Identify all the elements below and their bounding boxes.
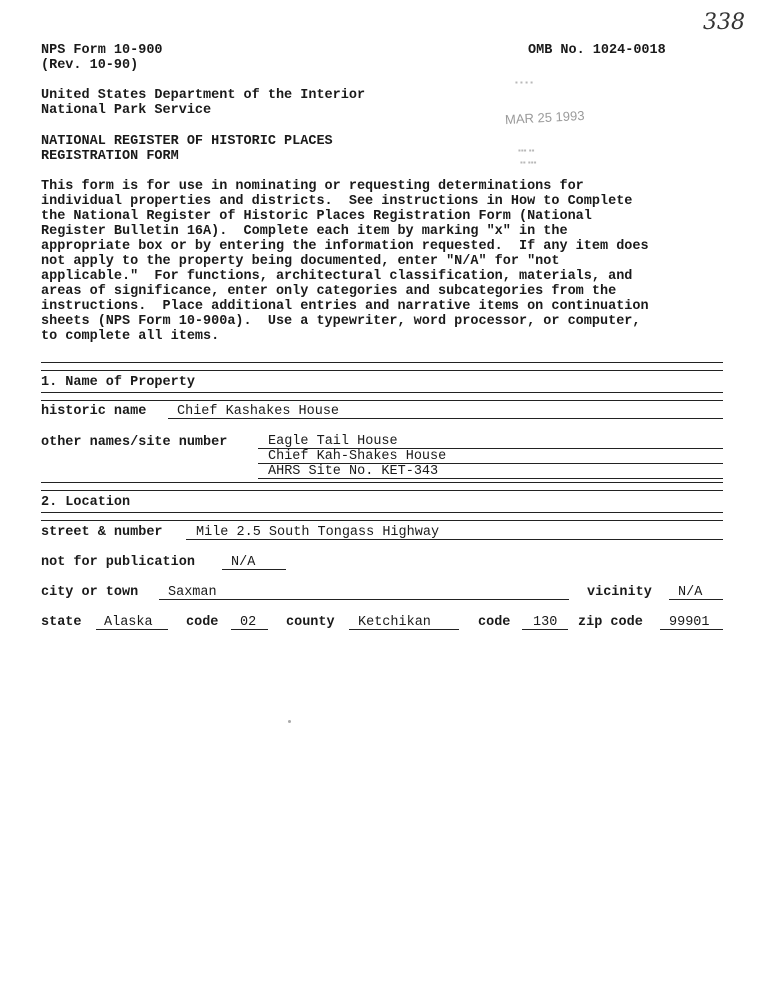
form-type-title: REGISTRATION FORM bbox=[41, 149, 179, 164]
double-rule-divider bbox=[41, 392, 723, 401]
handwritten-page-number: 338 bbox=[703, 10, 745, 35]
state-label: state bbox=[41, 615, 82, 630]
city-town-underline bbox=[159, 599, 569, 600]
street-number-value: Mile 2.5 South Tongass Highway bbox=[196, 525, 440, 540]
instructions-line: applicable." For functions, architectural classification, materials, and bbox=[41, 269, 633, 284]
vicinity-underline bbox=[669, 599, 723, 600]
vicinity-value: N/A bbox=[678, 585, 703, 600]
service-name: National Park Service bbox=[41, 103, 212, 118]
instructions-line: to complete all items. bbox=[41, 329, 220, 344]
section-2-title: 2. Location bbox=[41, 495, 131, 510]
omb-number: OMB No. 1024-0018 bbox=[528, 43, 666, 58]
historic-name-label: historic name bbox=[41, 404, 147, 419]
stamp-faded-mark: ▪▪ ▪▪▪ bbox=[520, 158, 537, 167]
department-name: United States Department of the Interior bbox=[41, 88, 366, 103]
other-name-2: Chief Kah-Shakes House bbox=[268, 449, 447, 464]
not-for-publication-underline bbox=[222, 569, 286, 570]
state-code-value: 02 bbox=[240, 615, 257, 630]
instructions-line: sheets (NPS Form 10-900a). Use a typewriter, word processor, or computer, bbox=[41, 314, 641, 329]
vicinity-label: vicinity bbox=[587, 585, 652, 600]
city-town-label: city or town bbox=[41, 585, 139, 600]
zip-code-underline bbox=[660, 629, 723, 630]
state-underline bbox=[96, 629, 168, 630]
other-name-1: Eagle Tail House bbox=[268, 434, 398, 449]
instructions-line: not apply to the property being documented, enter "N/A" for "not bbox=[41, 254, 560, 269]
double-rule-divider bbox=[41, 362, 723, 371]
form-name: NPS Form 10-900 bbox=[41, 43, 163, 58]
street-number-label: street & number bbox=[41, 525, 163, 540]
historic-name-underline bbox=[168, 418, 723, 419]
county-code-underline bbox=[522, 629, 568, 630]
scan-speck bbox=[288, 720, 291, 723]
double-rule-divider bbox=[41, 482, 723, 491]
other-names-label: other names/site number bbox=[41, 435, 228, 450]
historic-name-value: Chief Kashakes House bbox=[177, 404, 340, 419]
not-for-publication-label: not for publication bbox=[41, 555, 195, 570]
stamp-faded-mark: ▪▪▪ ▪▪ bbox=[518, 146, 535, 155]
instructions-line: This form is for use in nominating or requesting determinations for bbox=[41, 179, 584, 194]
stamp-faded-mark: ▪ ▪ ▪ ▪ bbox=[515, 78, 534, 87]
instructions-line: Register Bulletin 16A). Complete each item by marking "x" in the bbox=[41, 224, 568, 239]
other-name-3: AHRS Site No. KET-343 bbox=[268, 464, 439, 479]
county-code-value: 130 bbox=[533, 615, 558, 630]
state-value: Alaska bbox=[104, 615, 153, 630]
instructions-line: individual properties and districts. See instructions in How to Complete bbox=[41, 194, 633, 209]
register-title: NATIONAL REGISTER OF HISTORIC PLACES bbox=[41, 134, 333, 149]
county-value: Ketchikan bbox=[358, 615, 431, 630]
instructions-line: instructions. Place additional entries and narrative items on continuation bbox=[41, 299, 649, 314]
instructions-line: the National Register of Historic Places Registration Form (National bbox=[41, 209, 592, 224]
zip-code-value: 99901 bbox=[669, 615, 710, 630]
county-label: county bbox=[286, 615, 335, 630]
state-code-label: code bbox=[186, 615, 219, 630]
instructions-paragraph bbox=[41, 179, 731, 344]
city-town-value: Saxman bbox=[168, 585, 217, 600]
instructions-line: appropriate box or by entering the information requested. If any item does bbox=[41, 239, 649, 254]
not-for-publication-value: N/A bbox=[231, 555, 256, 570]
form-revision: (Rev. 10-90) bbox=[41, 58, 139, 73]
county-underline bbox=[349, 629, 459, 630]
double-rule-divider bbox=[41, 512, 723, 521]
received-date-stamp: MAR 25 1993 bbox=[504, 107, 585, 128]
section-1-title: 1. Name of Property bbox=[41, 375, 195, 390]
state-code-underline bbox=[231, 629, 268, 630]
county-code-label: code bbox=[478, 615, 511, 630]
instructions-line: areas of significance, enter only categories and subcategories from the bbox=[41, 284, 617, 299]
zip-code-label: zip code bbox=[578, 615, 643, 630]
other-name-underline bbox=[258, 478, 723, 479]
street-number-underline bbox=[186, 539, 723, 540]
